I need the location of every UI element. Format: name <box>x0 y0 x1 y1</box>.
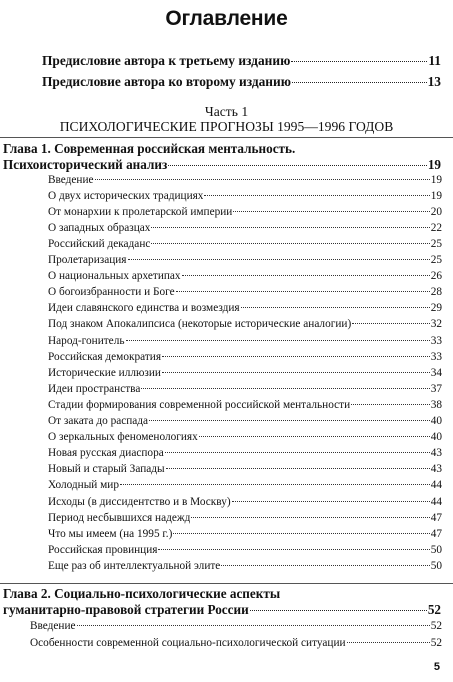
dot-leader <box>162 372 430 373</box>
dot-leader <box>151 243 429 244</box>
dot-leader <box>176 291 430 292</box>
toc-entry-section[interactable] <box>48 335 442 347</box>
dot-leader <box>204 195 429 196</box>
page-number: 5 <box>433 661 440 673</box>
toc-entry-section-label: Введение <box>48 173 94 186</box>
toc-entry-section-label: От заката до распада <box>48 415 149 427</box>
toc-entry-section-page: 28 <box>430 286 442 299</box>
dot-leader <box>241 307 430 308</box>
toc-entry-section[interactable] <box>48 463 442 475</box>
toc-entry-chapter-2-page: 52 <box>427 602 441 617</box>
dot-leader <box>166 468 430 469</box>
toc-entry-section-label: Холодный мир <box>48 479 120 492</box>
dot-leader <box>149 420 430 421</box>
divider <box>0 137 453 138</box>
part-number: Часть 1 <box>204 104 249 119</box>
toc-entry-section-label: О западных образцах <box>48 221 151 234</box>
toc-entry-preface-2[interactable] <box>42 74 441 90</box>
toc-entry-section[interactable] <box>48 222 442 234</box>
toc-entry-section-label: Особенности современной социально-психологической ситуации <box>30 636 346 649</box>
dot-leader <box>126 340 430 341</box>
dot-leader <box>232 501 430 502</box>
dot-leader <box>158 549 429 550</box>
toc-entry-section-label: Что мы имеем (на 1995 г.) <box>48 527 173 540</box>
chapter-2-title-line: Глава 2. Социально-психологические аспекты <box>3 586 281 601</box>
toc-entry-section-label: О национальных архетипах <box>48 270 181 283</box>
toc-entry-section-page: 32 <box>430 318 442 331</box>
dot-leader <box>352 323 429 324</box>
toc-entry-section-page: 29 <box>430 302 442 315</box>
dot-leader <box>162 356 430 357</box>
dot-leader <box>182 275 430 276</box>
toc-entry-section-page: 19 <box>430 189 442 202</box>
toc-entry-section-page: 37 <box>430 382 442 395</box>
toc-entry-section-label: Российская провинция <box>48 543 158 556</box>
toc-entry-preface-2-page: 13 <box>427 74 441 89</box>
dot-leader <box>77 625 430 626</box>
toc-entry-section-label: Идеи славянского единства и возмездия <box>48 302 240 315</box>
toc-entry-section-page: 33 <box>430 350 442 363</box>
dot-leader <box>141 388 429 389</box>
toc-entry-preface-3[interactable] <box>42 53 441 69</box>
toc-entry-section-label: О зеркальных феноменологиях <box>48 431 198 444</box>
toc-entry-chapter-1[interactable] <box>3 157 441 173</box>
toc-entry-section-label: Период несбывшихся надежд <box>48 511 191 524</box>
toc-entry-section-label: Исторические иллюзии <box>48 366 161 379</box>
toc-entry-section-label: Исходы (в диссидентство и в Москву) <box>48 495 231 508</box>
toc-entry-section-page: 43 <box>430 463 442 476</box>
toc-entry-section-label: О двух исторических традициях <box>48 189 204 202</box>
toc-entry-section-page: 44 <box>430 479 442 492</box>
toc-entry-section-label: Новая русская диаспора <box>48 447 164 460</box>
toc-entry-preface-3-page: 11 <box>428 53 441 68</box>
toc-entry-section-page: 43 <box>430 447 442 460</box>
dot-leader <box>221 565 429 566</box>
toc-entry-section[interactable] <box>48 238 442 250</box>
toc-entry-section-page: 33 <box>430 334 442 347</box>
toc-entry-section-label: О богоизбранности и Боге <box>48 286 175 299</box>
dot-leader <box>128 259 430 260</box>
toc-entry-section[interactable] <box>48 399 442 411</box>
dot-leader <box>233 211 429 212</box>
toc-entry-section[interactable] <box>48 174 442 186</box>
toc-entry-section-page: 44 <box>430 495 442 508</box>
toc-entry-section-page: 40 <box>430 415 442 427</box>
divider <box>0 583 453 584</box>
dot-leader <box>191 517 429 518</box>
toc-entry-section[interactable] <box>30 620 442 632</box>
toc-entry-section-label: Под знаком Апокалипсиса (некоторые исторические аналогии) <box>48 318 352 331</box>
toc-entry-section-page: 52 <box>430 620 442 632</box>
toc-entry-section[interactable] <box>30 637 442 649</box>
toc-entry-section[interactable] <box>48 431 442 443</box>
toc-entry-section-page: 25 <box>430 254 442 266</box>
toc-entry-chapter-1-page: 19 <box>427 157 441 172</box>
toc-entry-section-page: 34 <box>430 366 442 379</box>
toc-entry-section[interactable] <box>48 479 442 491</box>
toc-entry-section-page: 25 <box>430 237 442 250</box>
page-title: Оглавление <box>165 7 288 30</box>
dot-leader <box>347 642 430 643</box>
dot-leader <box>165 452 430 453</box>
toc-entry-section-page: 19 <box>430 173 442 186</box>
toc-entry-section[interactable] <box>48 560 442 572</box>
toc-entry-section[interactable] <box>48 367 442 379</box>
toc-entry-section[interactable] <box>48 318 442 330</box>
toc-entry-section-label: Российский декаданс <box>48 237 151 250</box>
toc-entry-section-page: 47 <box>430 527 442 540</box>
toc-entry-section-label: Народ-гонитель <box>48 334 125 347</box>
dot-leader <box>120 484 430 485</box>
toc-entry-section-page: 20 <box>430 205 442 218</box>
toc-entry-section[interactable] <box>48 206 442 218</box>
toc-entry-chapter-2[interactable] <box>3 602 441 618</box>
dot-leader <box>151 227 429 228</box>
toc-entry-section-page: 38 <box>430 398 442 411</box>
toc-entry-chapter-1-label: Психоисторический анализ <box>3 157 168 172</box>
toc-entry-section[interactable] <box>48 415 442 427</box>
toc-entry-section[interactable] <box>48 447 442 459</box>
toc-entry-section[interactable] <box>48 544 442 556</box>
toc-entry-section-page: 52 <box>430 636 442 649</box>
toc-entry-section[interactable] <box>48 383 442 395</box>
toc-entry-section[interactable] <box>48 190 442 202</box>
toc-entry-section[interactable] <box>48 496 442 508</box>
toc-entry-section[interactable] <box>48 302 442 314</box>
toc-entry-section-page: 47 <box>430 511 442 524</box>
toc-entry-section-label: Новый и старый Запады <box>48 463 165 476</box>
toc-entry-section[interactable] <box>48 254 442 266</box>
toc-entry-section-label: Пролетаризация <box>48 254 127 266</box>
toc-entry-section-label: Введение <box>30 620 76 632</box>
toc-entry-section-label: Стадии формирования современной российской ментальности <box>48 398 351 411</box>
dot-leader <box>351 404 430 405</box>
toc-entry-section[interactable] <box>48 286 442 298</box>
toc-entry-chapter-2-label: гуманитарно-правовой стратегии России <box>3 602 249 617</box>
toc-entry-section-label: Идеи пространства <box>48 382 141 395</box>
dot-leader <box>168 165 427 166</box>
toc-entry-section-label: Еще раз об интеллектуальной элите <box>48 559 221 572</box>
toc-entry-section[interactable] <box>48 512 442 524</box>
toc-entry-section-page: 50 <box>430 559 442 572</box>
toc-entry-section[interactable] <box>48 528 442 540</box>
toc-entry-preface-3-label: Предисловие автора к третьему изданию <box>42 53 291 68</box>
toc-entry-section-page: 40 <box>430 431 442 444</box>
part-title: ПСИХОЛОГИЧЕСКИЕ ПРОГНОЗЫ 1995—1996 ГОДОВ <box>59 119 394 134</box>
toc-entry-preface-2-label: Предисловие автора ко второму изданию <box>42 74 291 89</box>
chapter-1-title-line: Глава 1. Современная российская ментальность. <box>3 141 296 156</box>
toc-entry-section-page: 26 <box>430 270 442 283</box>
toc-entry-section[interactable] <box>48 351 442 363</box>
dot-leader <box>95 179 430 180</box>
dot-leader <box>173 533 429 534</box>
dot-leader <box>292 82 427 83</box>
toc-entry-section-label: Российская демократия <box>48 350 162 363</box>
toc-entry-section-page: 22 <box>430 221 442 234</box>
toc-entry-section-label: От монархии к пролетарской империи <box>48 205 233 218</box>
toc-entry-section-page: 50 <box>430 543 442 556</box>
dot-leader <box>291 61 427 62</box>
dot-leader <box>199 436 430 437</box>
toc-entry-section[interactable] <box>48 270 442 282</box>
dot-leader <box>250 610 427 611</box>
